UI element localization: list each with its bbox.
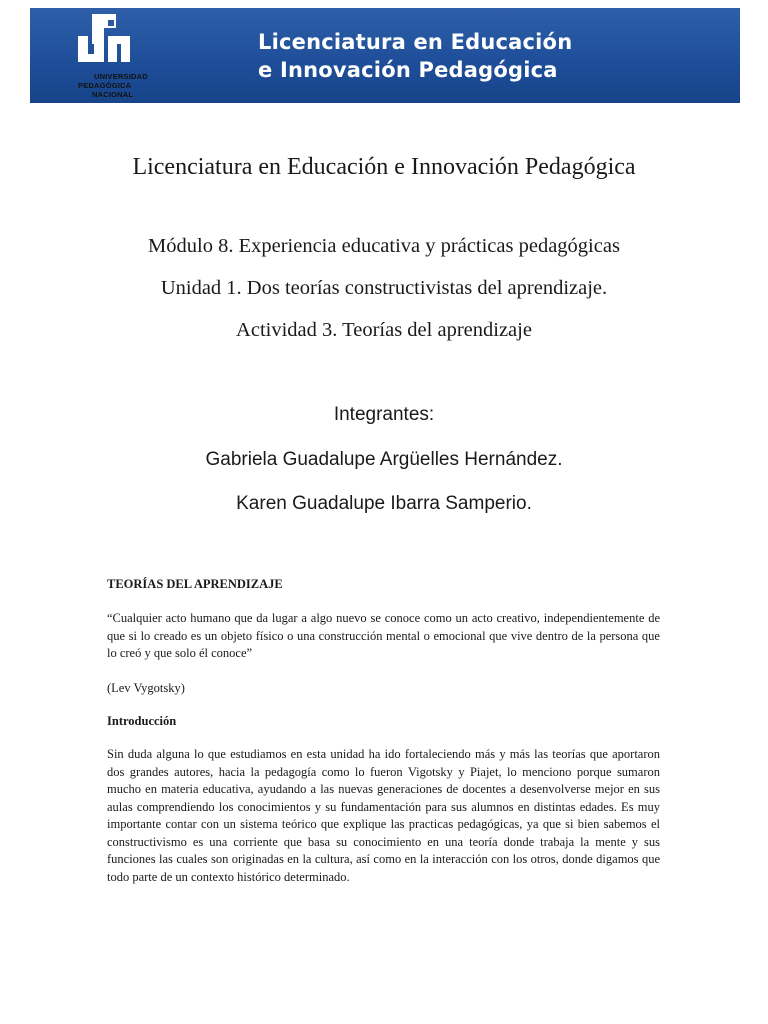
members-label: Integrantes:	[333, 404, 435, 425]
logo-text-line: NACIONAL	[92, 90, 134, 99]
module-line: Módulo 8. Experiencia educativa y prácticas pedagógicas	[148, 235, 620, 257]
header-banner	[30, 8, 740, 103]
upn-logo-mark	[78, 14, 132, 74]
section-heading: TEORÍAS DEL APRENDIZAJE	[107, 577, 283, 591]
banner-title-line: e Innovación Pedagógica	[258, 58, 558, 82]
logo-text-line: PEDAGÓGICA	[78, 81, 132, 90]
intro-heading: Introducción	[107, 714, 177, 728]
member-name: Gabriela Guadalupe Argüelles Hernández.	[205, 449, 563, 470]
intro-paragraph: Sin duda alguna lo que estudiamos en esta unidad ha ido fortaleciendo más y más las teorías que aportaron dos grandes autores, hacia la pedagogía como lo fueron Vigotsky y Piajet, lo menciono porque sumaron mucho en materia educativa, ayudando a las nuevas generaciones de docentes a desenvolverse mejor en sus aulas comprendiendo los conocimientos y su fundamentación para sus alumnos en distintas edades. Es muy importante contar con un sistema teórico que explique las practicas pedagógicas, ya que si bien sabemos el constructivismo es una corriente que basa su conocimiento en una teoría donde trabaja la mente y sus funciones las cuales son originadas en la cultura, así como en la interacción con los otros, donde digamos que todo parte de un contexto histórico determinado.	[107, 747, 660, 884]
banner-title	[258, 28, 572, 84]
member-name: Karen Guadalupe Ibarra Samperio.	[236, 493, 532, 514]
university-name	[78, 72, 188, 99]
logo-text-line: UNIVERSIDAD	[94, 72, 148, 81]
quote-paragraph: “Cualquier acto humano que da lugar a algo nuevo se conoce como un acto creativo, independientemente de que si lo creado es un objeto físico o una construcción mental o emocional que vive dentro de la persona que lo creó y que solo él conoce”	[107, 611, 660, 660]
quote-author: (Lev Vygotsky)	[107, 681, 185, 695]
banner-title-line: Licenciatura en Educación	[258, 30, 573, 54]
unit-line: Unidad 1. Dos teorías constructivistas del aprendizaje.	[160, 277, 608, 299]
activity-line: Actividad 3. Teorías del aprendizaje	[236, 319, 532, 341]
upn-logo	[78, 14, 188, 99]
document-title: Licenciatura en Educación e Innovación Pedagógica	[132, 154, 636, 180]
